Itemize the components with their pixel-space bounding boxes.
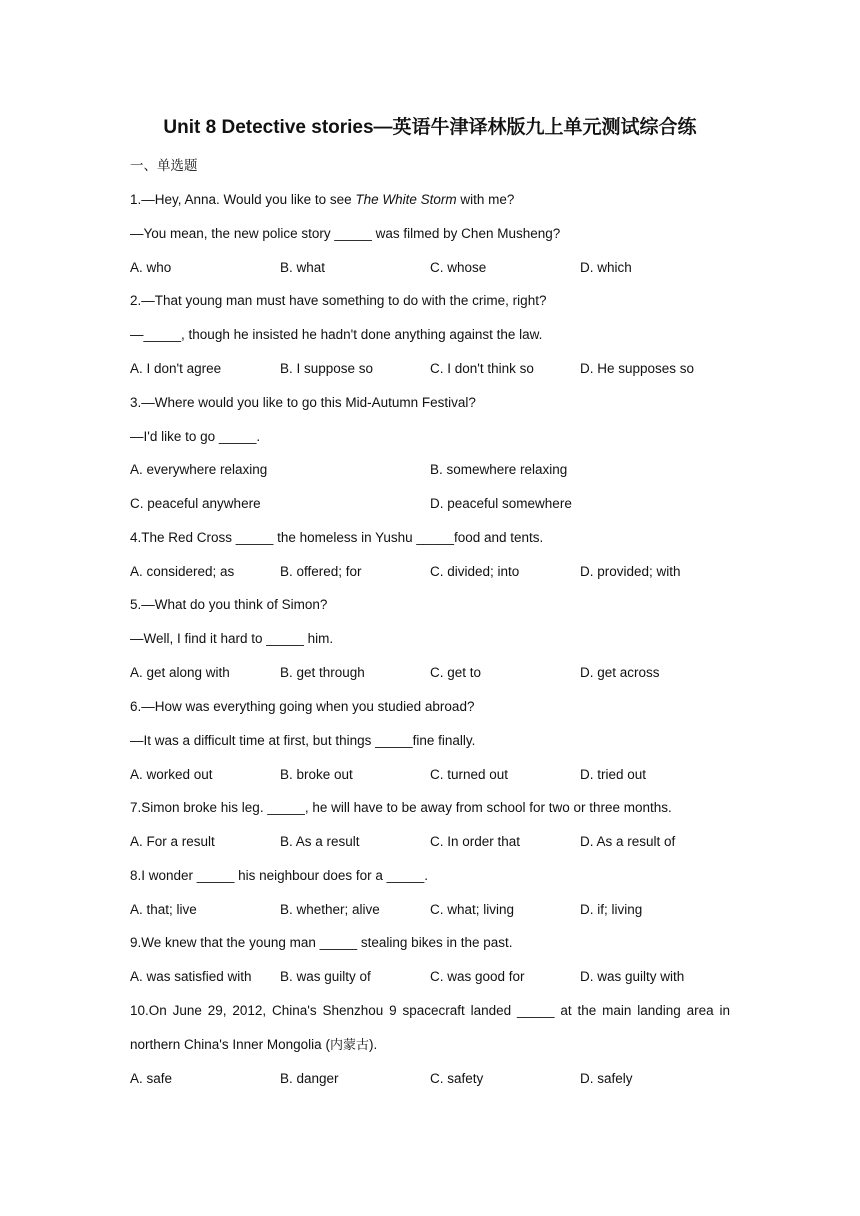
question-line: 6.—How was everything going when you studied abroad? <box>130 699 475 714</box>
option-c[interactable]: C. peaceful anywhere <box>130 496 261 511</box>
question-line: —_____, though he insisted he hadn't done anything against the law. <box>130 327 543 342</box>
option-a[interactable]: A. that; live <box>130 902 197 917</box>
option-d[interactable]: D. provided; with <box>580 564 681 579</box>
option-b[interactable]: B. danger <box>280 1071 339 1086</box>
option-a[interactable]: A. get along with <box>130 665 230 680</box>
option-b[interactable]: B. get through <box>280 665 365 680</box>
chinese-gloss: 内蒙古 <box>329 1038 369 1053</box>
option-row <box>130 831 730 853</box>
question-line: —It was a difficult time at first, but things _____fine finally. <box>130 733 476 748</box>
movie-title: The White Storm <box>355 192 457 207</box>
option-c[interactable]: C. I don't think so <box>430 361 534 376</box>
question-line: 2.—That young man must have something to do with the crime, right? <box>130 293 547 308</box>
option-b[interactable]: B. whether; alive <box>280 902 380 917</box>
option-a[interactable]: A. considered; as <box>130 564 235 579</box>
option-d[interactable]: D. get across <box>580 665 660 680</box>
option-d[interactable]: D. As a result of <box>580 834 676 849</box>
option-row <box>130 966 730 988</box>
question-line: 9.We knew that the young man _____ stealing bikes in the past. <box>130 935 513 950</box>
option-d[interactable]: D. if; living <box>580 902 643 917</box>
option-row <box>130 561 730 583</box>
option-b[interactable]: B. As a result <box>280 834 360 849</box>
section-heading: 一、单选题 <box>130 158 198 174</box>
option-c[interactable]: C. In order that <box>430 834 521 849</box>
option-d[interactable]: D. which <box>580 260 632 275</box>
question-line: 5.—What do you think of Simon? <box>130 597 328 612</box>
question-line: 3.—Where would you like to go this Mid-Autumn Festival? <box>130 395 476 410</box>
option-d[interactable]: D. was guilty with <box>580 969 685 984</box>
option-c[interactable]: C. what; living <box>430 902 515 917</box>
option-a[interactable]: A. everywhere relaxing <box>130 462 268 477</box>
option-row <box>130 764 730 786</box>
option-c[interactable]: C. turned out <box>430 767 509 782</box>
option-a[interactable]: A. For a result <box>130 834 215 849</box>
option-row <box>130 899 730 921</box>
option-d[interactable]: D. He supposes so <box>580 361 695 376</box>
option-c[interactable]: C. safety <box>430 1071 484 1086</box>
question-line: 10.On June 29, 2012, China's Shenzhou 9 spacecraft landed _____ at the main landing area in <box>130 1003 730 1018</box>
option-c[interactable]: C. divided; into <box>430 564 520 579</box>
option-a[interactable]: A. who <box>130 260 172 275</box>
option-a[interactable]: A. worked out <box>130 767 213 782</box>
option-b[interactable]: B. broke out <box>280 767 353 782</box>
question-line: —I'd like to go _____. <box>130 429 261 444</box>
option-b[interactable]: B. offered; for <box>280 564 362 579</box>
option-d[interactable]: D. tried out <box>580 767 647 782</box>
option-a[interactable]: A. I don't agree <box>130 361 222 376</box>
question-line: 7.Simon broke his leg. _____, he will have to be away from school for two or three months. <box>130 800 672 815</box>
option-a[interactable]: A. safe <box>130 1071 173 1086</box>
question-line: —You mean, the new police story _____ was filmed by Chen Musheng? <box>130 226 561 241</box>
option-row <box>130 662 730 684</box>
option-c[interactable]: C. whose <box>430 260 487 275</box>
option-row <box>130 1068 730 1090</box>
question-line: 4.The Red Cross _____ the homeless in Yushu _____food and tents. <box>130 530 544 545</box>
question-line: —Well, I find it hard to _____ him. <box>130 631 334 646</box>
option-c[interactable]: C. get to <box>430 665 482 680</box>
option-c[interactable]: C. was good for <box>430 969 525 984</box>
option-row <box>130 358 730 380</box>
option-row <box>130 493 730 515</box>
option-b[interactable]: B. somewhere relaxing <box>430 462 568 477</box>
option-a[interactable]: A. was satisfied with <box>130 969 252 984</box>
option-d[interactable]: D. peaceful somewhere <box>430 496 572 511</box>
question-line: northern China's Inner Mongolia (内蒙古). <box>130 1037 378 1053</box>
question-line: 8.I wonder _____ his neighbour does for a _____. <box>130 868 428 883</box>
option-b[interactable]: B. what <box>280 260 326 275</box>
question-line: 1.—Hey, Anna. Would you like to see The White Storm with me? <box>130 192 515 207</box>
option-b[interactable]: B. was guilty of <box>280 969 371 984</box>
option-b[interactable]: B. I suppose so <box>280 361 374 376</box>
option-row <box>130 257 730 279</box>
page-title: Unit 8 Detective stories—英语牛津译林版九上单元测试综合练 <box>163 117 697 138</box>
option-d[interactable]: D. safely <box>580 1071 633 1086</box>
option-row <box>130 459 730 481</box>
